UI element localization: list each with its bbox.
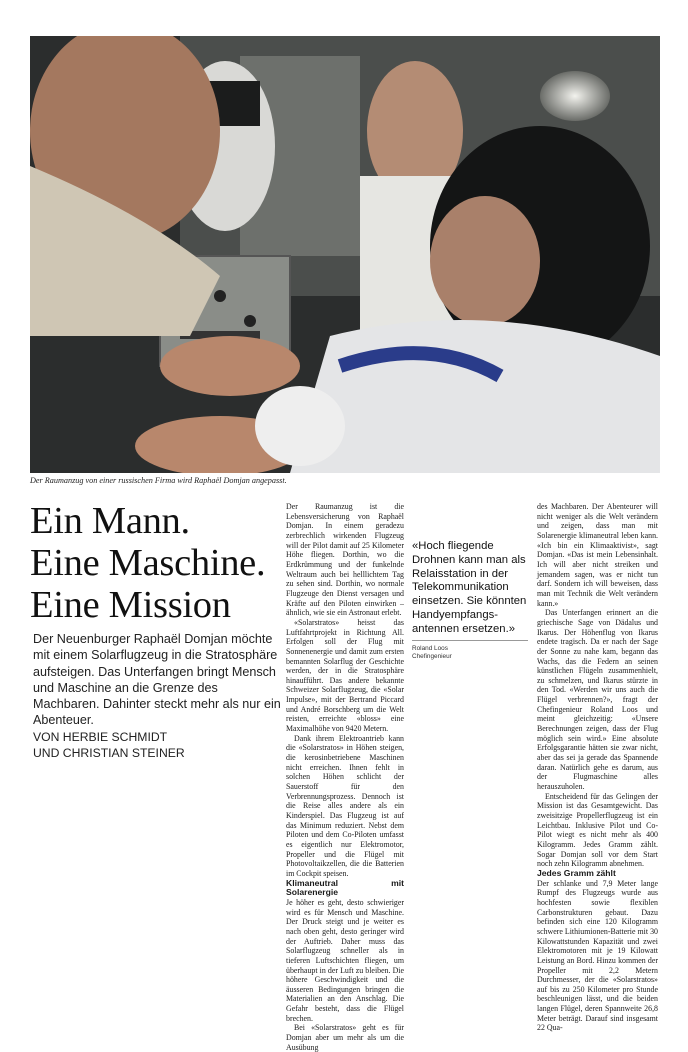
quote-divider [412,640,528,641]
headline-line-2: Eine Maschine. [30,542,266,584]
photo-caption: Der Raumanzug von einer russischen Firma wird Raphaël Domjan angepasst. [30,476,287,485]
lead-text: Der Neuenburger Raphaël Domjan möchte mit einem Solarflugzeug in die Stratosphäre aufsteigen. Das Unterfangen bringt Mensch und Maschine an die Grenze des Machbaren. Dahinter steckt mehr als nur ein Abenteuer. [33,632,281,728]
body-paragraph: Bei «Solarstratos» geht es für Domjan aber um mehr als um die Ausübung [286,1023,404,1052]
body-paragraph: Das Unterfangen erinnert an die griechische Sage von Dädalus und Ikarus. Der Höhenflug von Ikarus endete tragisch. Da er nach der Sage der Sonne zu nahe kam, begann das Wachs, das die Federn an seinen künstlichen Flügeln zusammenhielt, zu schmelzen, und Ikarus stürzte in den Tod. «Werden wir uns auch die Flügel verbrennen?», fragt der Chefingenieur Roland Loos und meint gleichzeitig: «Unsere Berechnungen zeigen, dass der Flug möglich sein wird.» Eine absolute Erfolgsgarantie hätten sie zwar nicht, aber das sei ja gerade das Spannende daran. Natürlich gehe es darum, aus der Flugmaschine alles herauszuholen. [537,608,658,792]
headline-line-3: Eine Mission [30,584,231,626]
body-paragraph: «Solarstratos» heisst das Luftfahrtprojekt in Richtung All. Erfolgen soll der Flug mit Sonnenenergie und damit zum ersten bemannten Solarflug der Geschichte werden, der in die Stratosphäre hinaufführt. Das andere bekannte Schweizer Solarflugzeug, die «Solar Impulse», mit der Bertrand Piccard und André Borschberg um die Welt reisten, erreichte «bloss» eine Maximalhöhe von 9420 Metern. [286,617,404,734]
section-subhead: Jedes Gramm zählt [537,867,616,878]
article-column-1 [286,502,404,1052]
body-paragraph: Der schlanke und 7,9 Meter lange Rumpf des Flugzeugs wurde aus hochfesten sowie flexiblen Carbonstrukturen gebaut. Dazu befinden sich eine 120 Kilogramm schwere Lithiumionen-Batterie mit 30 Kilowattstunden Kapazität und zwei Elektromotoren mit je 19 Kilowatt Leistung an Bord. Hinzu kommen der Propeller mit 2,2 Metern Durchmesser, der die «Solarstratos» auf bis zu 250 Kilometer pro Stunde beschleunigen lässt, und die beiden langen Flügel, deren Spannweite 26,8 Meter beträgt. Darauf sind insgesamt 22 Qua- [537,878,658,1033]
section-subhead: Klimaneutral mit Solarenergie [286,877,404,898]
headline [30,500,280,626]
quote-author-name: Roland Loos [412,645,448,652]
pull-quote: «Hoch fliegende Drohnen kann man als Relaisstation in der Telekommunikation einsetzen. Sie könnten Handyempfangs-antennen ersetzen.» [412,540,527,635]
byline-line-1: VON HERBIE SCHMIDT [33,729,168,744]
body-paragraph: Je höher es geht, desto schwieriger wird es für Mensch und Maschine. Der Druck steigt und je weiter es nach oben geht, desto geringer wird der Auftrieb. Daher muss das Solarflugzeug schneller als in tieferen Luftschichten fliegen, um überhaupt in der Luft zu bleiben. Die höhere Geschwindigkeit und die äusseren Bedingungen bringen die Materialien an den Anschlag. Die Gefahr besteht, dass die Flügel brechen. [286,897,404,1023]
hero-photo-illustration [30,36,660,473]
quote-attribution [412,645,528,661]
article-column-3 [537,502,658,1033]
body-paragraph: des Machbaren. Der Abenteurer will nicht weniger als die Welt verändern und zeigen, dass man mit Solarenergie klimaneutral leben kann. «Ich bin ein Klimaaktivist», sagt Domjan. «Das ist mein Lebensinhalt. Ich will aber nicht streiken und jemandem sagen, was er nicht tun darf. Sondern ich will beweisen, dass man mit Technik die Welt verändern kann.» [537,502,658,608]
body-paragraph: Entscheidend für das Gelingen der Mission ist das Gesamtgewicht. Das zweisitzige Propellerflugzeug ist ein Leichtbau. Inklusive Pilot und Co-Pilot wiegt es nicht mehr als 400 Kilogramm. Jedes Gramm zählt. Sogar Domjan soll vor dem Start noch zehn Kilogramm abnehmen. [537,791,658,869]
body-paragraph: Der Raumanzug ist die Lebensversicherung von Raphaël Domjan. In einem geradezu zerbrechlich wirkenden Flugzeug will der Pilot damit auf 25 Kilometer Höhe fliegen. Dorthin, wo die Erdkrümmung und der funkelnde Weltraum auch bei helllichtem Tag zu sehen sind. Dorthin, wo normale Flugzeuge den Dienst versagen und Kräfte auf den Piloten einwirken – ähnlich, wie sie ein Astronaut erlebt. [286,502,404,618]
body-paragraph: Dank ihrem Elektroantrieb kann die «Solarstratos» in Höhen steigen, die kerosinbetriebene Maschinen nicht erreichen. Ihnen fehlt in solchen Höhen schlicht der Sauerstoff für den Verbrennungsprozess. Dennoch ist die Reise alles andere als ein Kinderspiel. Das Flugzeug ist auf das Minimum reduziert. Nebst dem Piloten und dem Co-Piloten umfasst es eigentlich nur Elektromotor, Propeller und die Flügel mit Photovoltaikzellen, die die Batterien im Cockpit speisen. [286,733,404,878]
quote-author-role: Chefingenieur [412,653,452,660]
headline-line-1: Ein Mann. [30,500,190,542]
hero-photo [30,36,660,473]
byline-line-2: UND CHRISTIAN STEINER [33,746,185,761]
lead-paragraph [33,631,283,761]
